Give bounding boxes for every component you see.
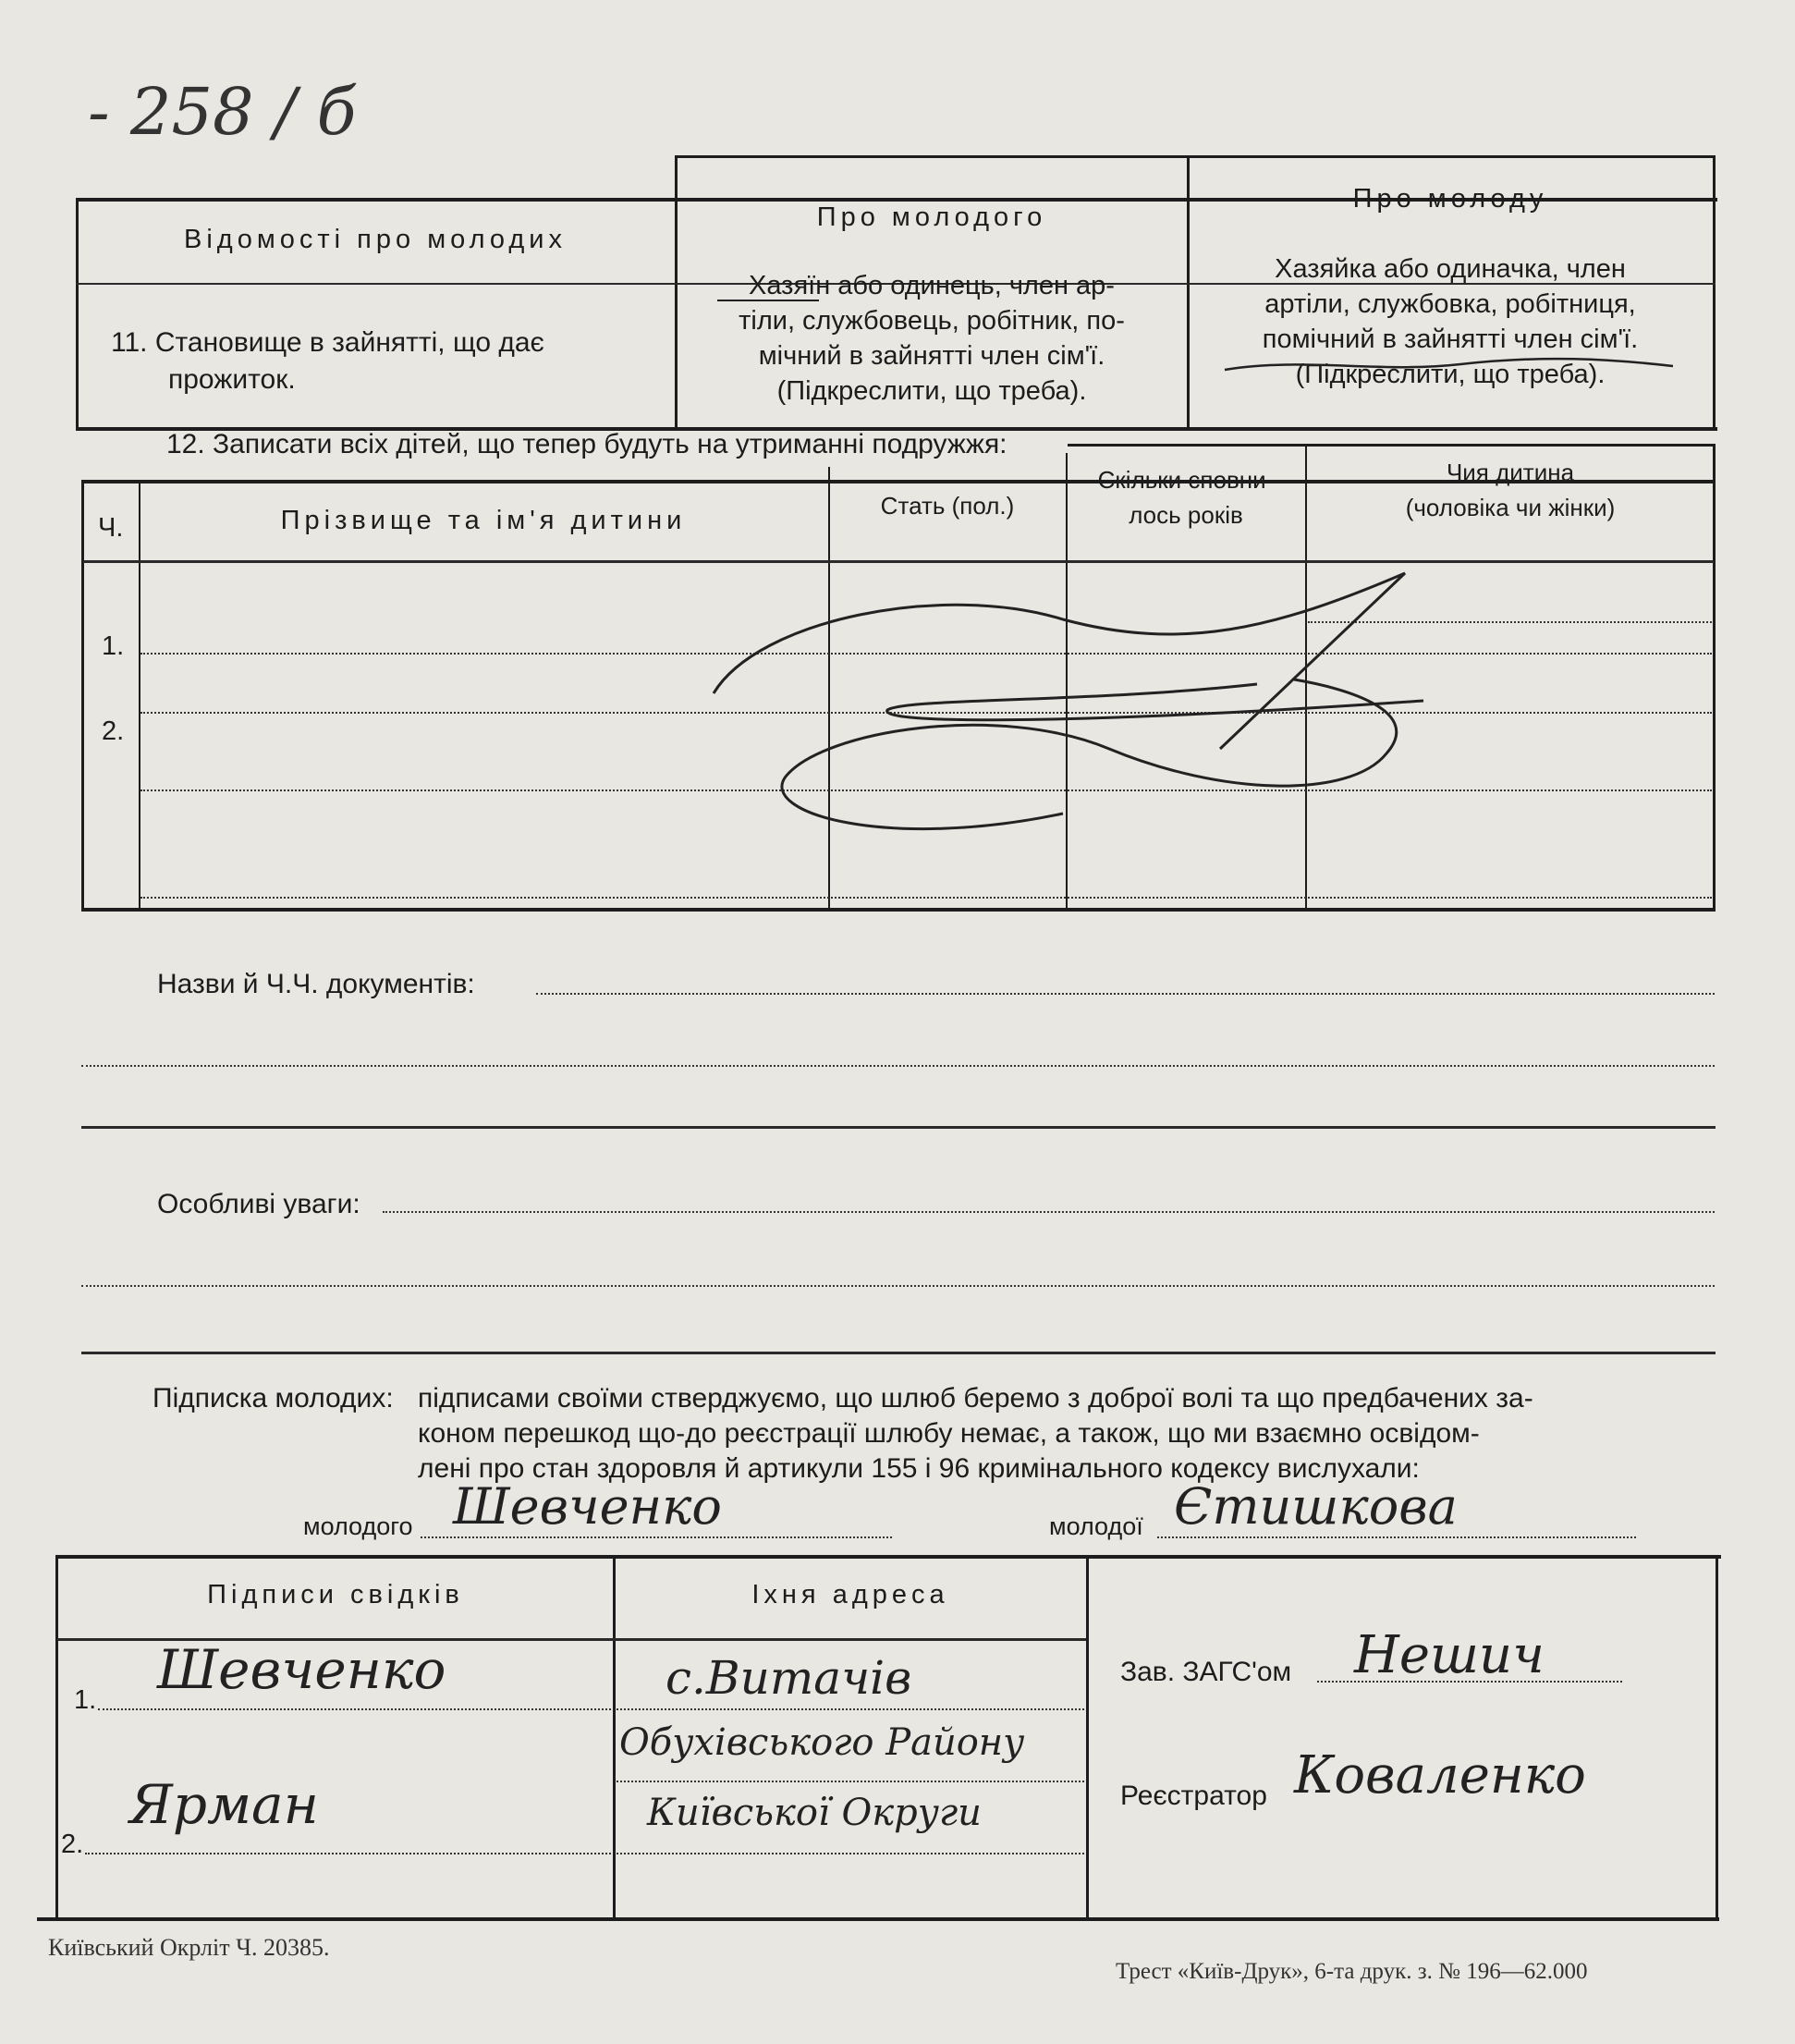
registry-head-signature: Нешич: [1354, 1625, 1545, 1685]
registry-head-label: Зав. ЗАГС'ом: [1120, 1657, 1292, 1687]
col-age-header-cont: лось років: [1129, 501, 1243, 529]
groom-option-line: (Підкреслити, що треба).: [776, 376, 1087, 406]
groom-signature-line: [421, 1536, 892, 1538]
registrar-label: Реєстратор: [1120, 1781, 1267, 1811]
bride-option-line: Хазяйка або одиначка, член: [1275, 254, 1626, 284]
bride-option-line: помічний в зайнятті член сім'ї.: [1262, 324, 1639, 354]
documents-line: [81, 1065, 1715, 1067]
bride-underline-mark: [1220, 349, 1682, 377]
declaration-lead: Підписка молодих:: [153, 1383, 394, 1414]
witness-address-line: с.Витачів: [665, 1651, 912, 1705]
table1-header-bride: Про молоду: [1352, 184, 1548, 214]
declaration-text: підписами своїми стверджуємо, що шлюб беремо з доброї волі та що предбачених за-: [418, 1383, 1533, 1414]
children-title: 12. Записати всіх дітей, що тепер будуть на утриманні подружжя:: [166, 429, 1007, 459]
child-row-number: 1.: [102, 631, 125, 661]
remarks-line: [81, 1285, 1715, 1287]
cancellation-scrawl: [702, 564, 1516, 841]
witness-signature: Шевченко: [157, 1638, 446, 1701]
bride-signature: Єтишкова: [1174, 1477, 1458, 1536]
col-whose-header-cont: (чоловіка чи жінки): [1405, 494, 1616, 521]
table1-header-groom: Про молодого: [816, 202, 1047, 232]
registrar-signature: Коваленко: [1294, 1745, 1586, 1805]
remarks-label: Особливі уваги:: [157, 1189, 360, 1219]
witness-row-number: 2.: [61, 1830, 84, 1859]
table1-header-left: Відомості про молодих: [184, 225, 567, 254]
groom-option-line: Хазяїн або одинець, член ар-: [749, 271, 1115, 300]
bride-signature-label: молодої: [1049, 1512, 1143, 1540]
section-divider: [81, 1126, 1716, 1129]
documents-line: [536, 993, 1715, 995]
groom-option-line: мічний в зайнятті член сім'ї.: [758, 341, 1105, 371]
witness-address-line: Київської Округи: [647, 1792, 982, 1834]
footer-printer-info: Трест «Київ-Друк», 6-та друк. з. № 196—62.000: [1116, 1959, 1588, 1984]
declaration-text: коном перешкод що-до реєстрації шлюбу немає, а також, що ми взаємно освідом-: [418, 1418, 1480, 1449]
groom-option-line: тіли, службовець, робітник, по-: [739, 306, 1125, 336]
row-11-label-cont: прожиток.: [168, 364, 296, 395]
col-witness-address: Іхня адреса: [751, 1580, 949, 1609]
groom-underline-mark: [717, 300, 819, 301]
archive-note: - 258 / б: [88, 74, 357, 150]
documents-label: Назви й Ч.Ч. документів:: [157, 969, 475, 999]
col-whose-header: Чия дитина: [1446, 459, 1575, 486]
witness-signature: Ярман: [129, 1773, 319, 1836]
col-witness-signatures: Підписи свідків: [207, 1580, 464, 1609]
child-row-number: 2.: [102, 716, 125, 746]
witness-row-number: 1.: [74, 1685, 97, 1715]
bride-signature-line: [1157, 1536, 1636, 1538]
col-sex-header: Стать (пол.): [880, 492, 1015, 520]
witness-address-line: Обухівського Району: [619, 1721, 1025, 1764]
row-11-label: 11. Становище в зайнятті, що дає: [111, 327, 544, 358]
col-num-header: Ч.: [98, 513, 124, 543]
col-age-header: Скільки сповни-: [1097, 466, 1275, 494]
groom-signature-label: молодого: [303, 1512, 413, 1540]
groom-signature: Шевченко: [453, 1477, 722, 1536]
col-name-header: Прізвище та ім'я дитини: [280, 506, 687, 535]
declaration-text: лені про стан здоровля й артикули 155 і 96 кримінального кодексу вислухали:: [418, 1453, 1420, 1484]
remarks-line: [383, 1211, 1715, 1213]
bride-option-line: (Підкреслити, що треба).: [1295, 360, 1606, 389]
section-divider: [81, 1352, 1716, 1354]
bride-option-line: артіли, службовка, робітниця,: [1264, 289, 1636, 319]
footer-censor-number: Київський Окрліт Ч. 20385.: [48, 1934, 330, 1961]
